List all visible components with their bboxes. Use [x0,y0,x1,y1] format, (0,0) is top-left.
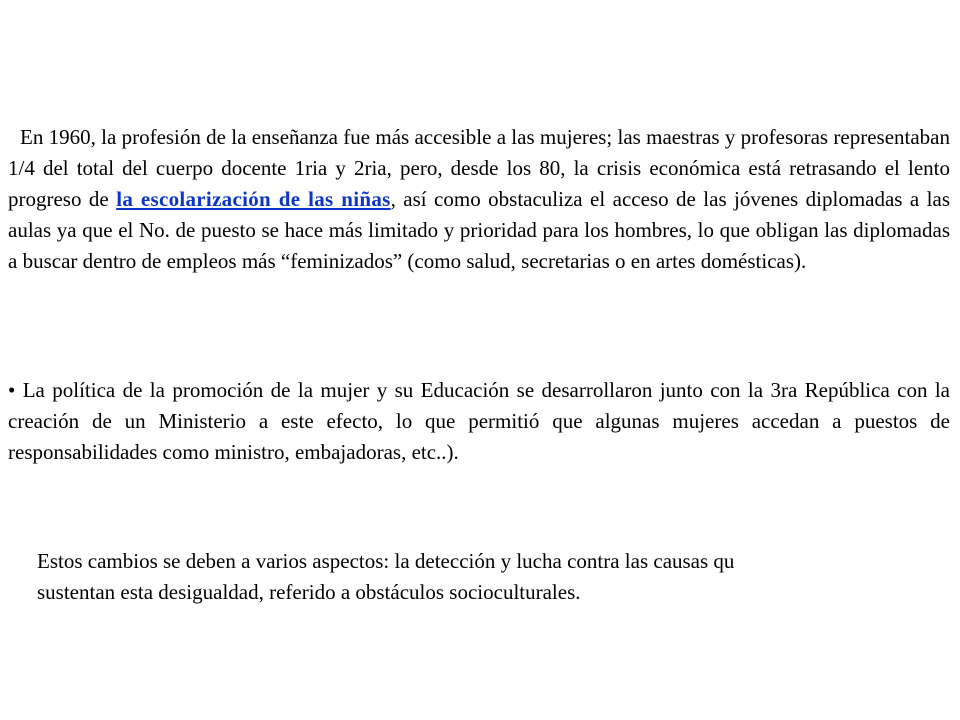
paragraph-line-2: sustentan esta desigualdad, referido a obstáculos socioculturales. [37,580,581,604]
paragraph-line-1: Estos cambios se deben a varios aspectos: la detección y lucha contra las causas qu [37,549,735,573]
paragraph-education-1960 [8,122,950,277]
paragraph-text: La política de la promoción de la mujer y su Educación se desarrollaron junto con la 3ra República con la creación de un Ministerio a este efecto, lo que permitió que algunas mujeres accedan a puestos de responsabilidades como ministro, embajadoras, etc..). [8,378,950,464]
paragraph-women-promotion [8,375,950,468]
paragraph-changes-causes [34,546,960,608]
girls-schooling-link[interactable]: la escolarización de las niñas [116,187,391,211]
paragraph-text-after-link: , así como obstaculiza el acceso de las jóvenes diplomadas a las aulas ya que el No. de puesto se hace más limitado y prioridad para los hombres, lo que obligan las diplomadas a buscar dentro de empleos más “feminizados” (como salud, secretarias o en artes domésticas). [8,187,950,273]
paragraph-text-before-link: En 1960, la profesión de la enseñanza fue más accesible a las mujeres; las maestras y profesoras representaban 1/4 del total del cuerpo docente 1ria y 2ria, pero, desde los 80, la crisis económica está retrasando el lento progreso de [8,125,950,211]
bullet-marker: • [8,378,16,402]
